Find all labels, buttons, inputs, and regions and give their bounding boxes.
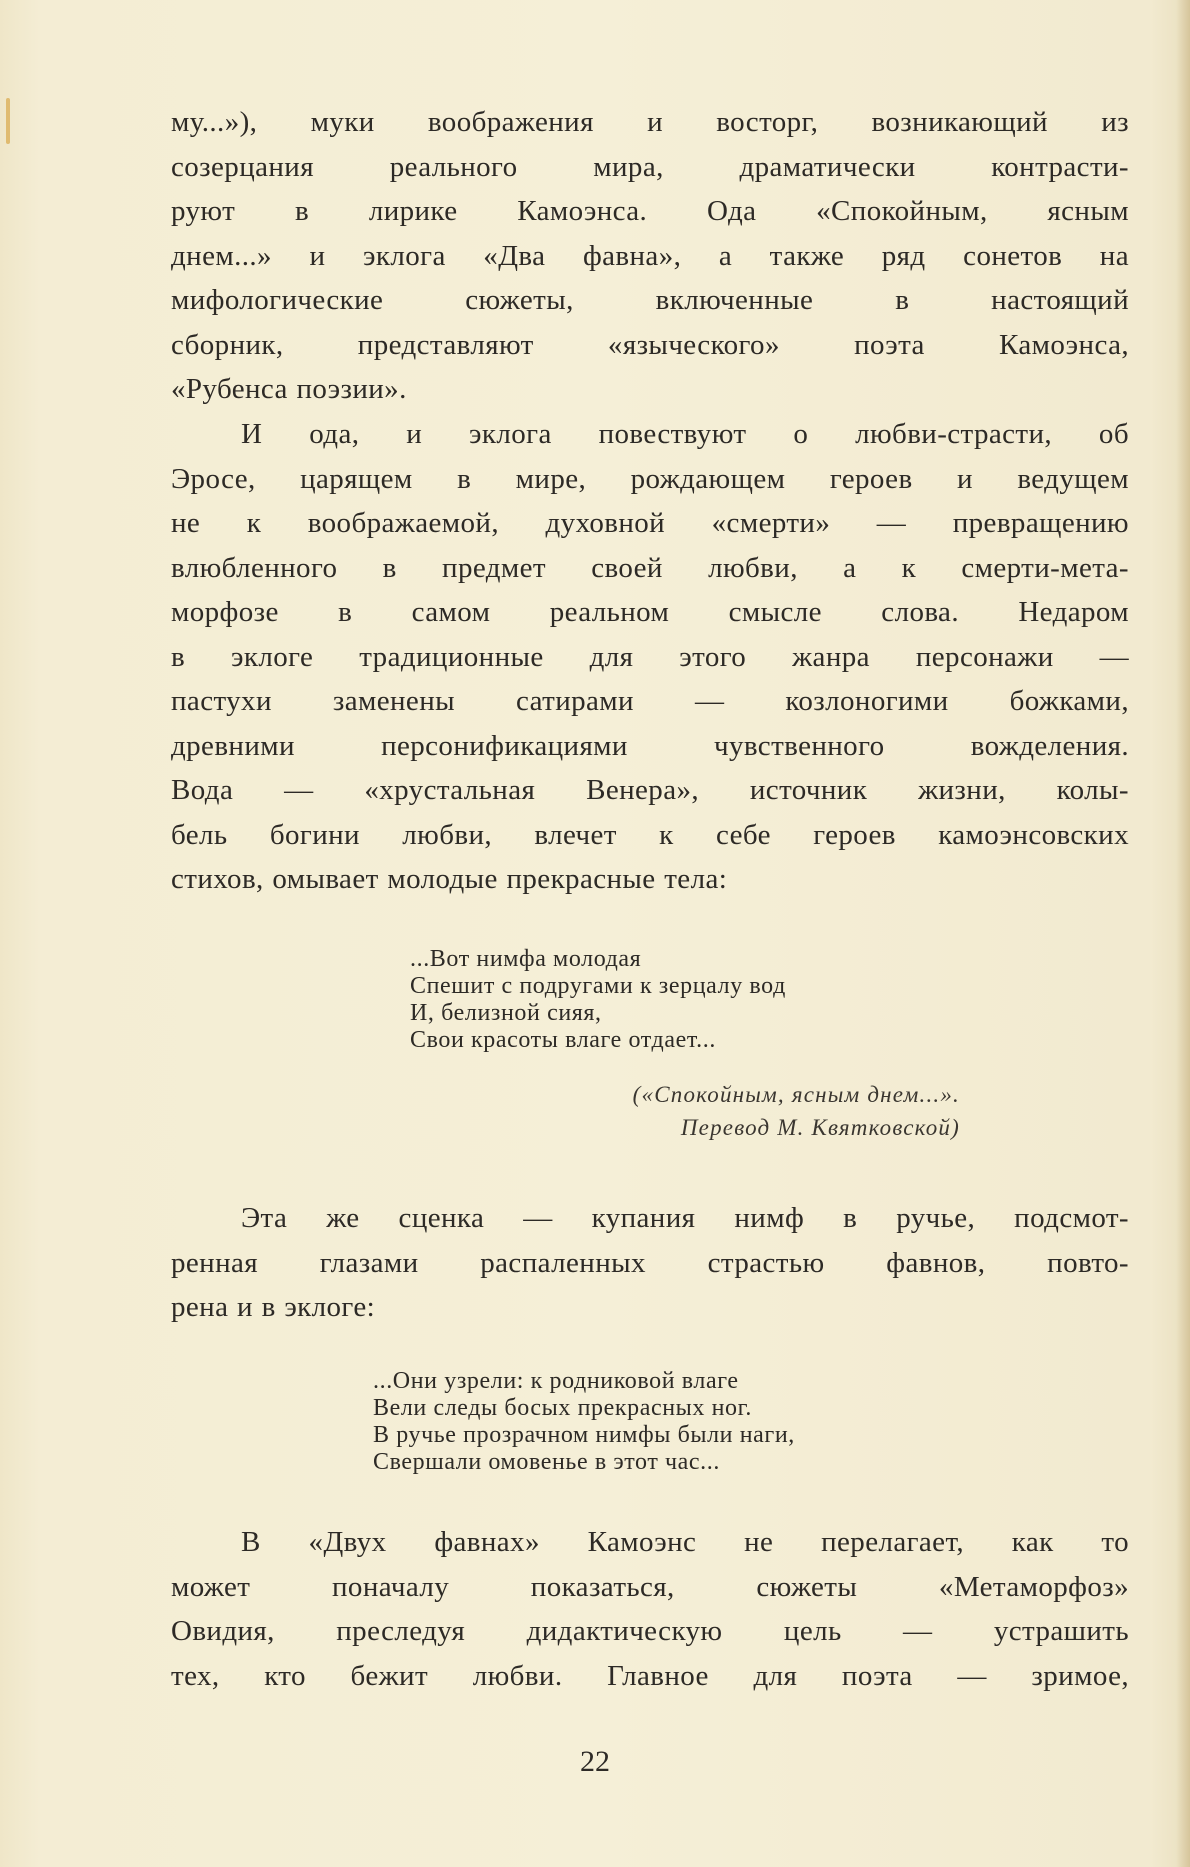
text-line: влюбленного в предмет своей любви, а к смерти-мета- bbox=[171, 551, 1129, 584]
text-line: бель богини любви, влечет к себе героев камоэнсовских bbox=[171, 818, 1129, 851]
text-line: не к воображаемой, духовной «смерти» — превращению bbox=[171, 507, 1129, 539]
text-line: мифологические сюжеты, включенные в настоящий bbox=[171, 284, 1129, 316]
text-line: Овидия, преследуя дидактическую цель — устрашить bbox=[171, 1615, 1129, 1647]
text-line: сборник, представляют «языческого» поэта Камоэнса, bbox=[171, 328, 1129, 361]
text-line: Вода — «хрустальная Венера», источник жизни, колы- bbox=[171, 774, 1129, 806]
text-line: му...»), муки воображения и восторг, возникающий из bbox=[171, 106, 1129, 138]
text-line: днем...» и эклога «Два фавна», а также ряд сонетов на bbox=[171, 239, 1129, 272]
text-line: В «Двух фавнах» Камоэнс не перелагает, как то bbox=[241, 1526, 1129, 1558]
text-line: пастухи заменены сатирами — козлоногими божками, bbox=[171, 685, 1129, 717]
attribution-line: Перевод М. Квятковской) bbox=[680, 1115, 960, 1140]
text-line: может поначалу показаться, сюжеты «Метаморфоз» bbox=[171, 1570, 1129, 1603]
text-line: созерцания реального мира, драматически контрасти- bbox=[171, 150, 1129, 183]
text-line: древними персонификациями чувственного вожделения. bbox=[171, 729, 1129, 762]
text-line: руют в лирике Камоэнса. Ода «Спокойным, ясным bbox=[171, 195, 1129, 227]
paragraph-2 bbox=[171, 412, 1129, 902]
text-line: «Рубенса поэзии». bbox=[171, 373, 407, 405]
paragraph-1 bbox=[171, 100, 1129, 412]
text-line: Эросе, царящем в мире, рождающем героев и ведущем bbox=[171, 462, 1129, 495]
verse-line: Свои красоты влаге отдает... bbox=[410, 1027, 716, 1053]
page-number: 22 bbox=[580, 1745, 610, 1778]
page-edge-shadow bbox=[1176, 0, 1190, 1867]
verse-line: Спешит с подругами к зерцалу вод bbox=[410, 973, 786, 999]
verse-line: Вели следы босых прекрасных ног. bbox=[373, 1395, 752, 1421]
verse-line: ...Они узрели: к родниковой влаге bbox=[373, 1368, 739, 1394]
text-line: И ода, и эклога повествуют о любви-страсти, об bbox=[241, 418, 1129, 450]
text-line: стихов, омывает молодые прекрасные тела: bbox=[171, 863, 728, 895]
verse-quote-1 bbox=[410, 946, 786, 1054]
verse-line: И, белизной сияя, bbox=[410, 1000, 602, 1026]
text-line: в эклоге традиционные для этого жанра персонажи — bbox=[171, 640, 1129, 673]
verse-attribution bbox=[400, 1078, 960, 1144]
verse-quote-2 bbox=[373, 1368, 795, 1476]
text-line: тех, кто бежит любви. Главное для поэта — зримое, bbox=[171, 1659, 1129, 1692]
paragraph-3 bbox=[171, 1196, 1129, 1330]
text-line: морфозе в самом реальном смысле слова. Недаром bbox=[171, 596, 1129, 628]
text-line: Эта же сценка — купания нимф в ручье, подсмот- bbox=[241, 1202, 1129, 1234]
text-line: рена и в эклоге: bbox=[171, 1291, 376, 1323]
verse-line: В ручье прозрачном нимфы были наги, bbox=[373, 1422, 795, 1448]
verse-line: Свершали омовенье в этот час... bbox=[373, 1449, 720, 1475]
margin-mark bbox=[6, 98, 10, 144]
text-line: ренная глазами распаленных страстью фавнов, повто- bbox=[171, 1246, 1129, 1279]
paragraph-4 bbox=[171, 1520, 1129, 1698]
verse-line: ...Вот нимфа молодая bbox=[410, 946, 642, 972]
attribution-line: («Спокойным, ясным днем...». bbox=[632, 1082, 960, 1107]
